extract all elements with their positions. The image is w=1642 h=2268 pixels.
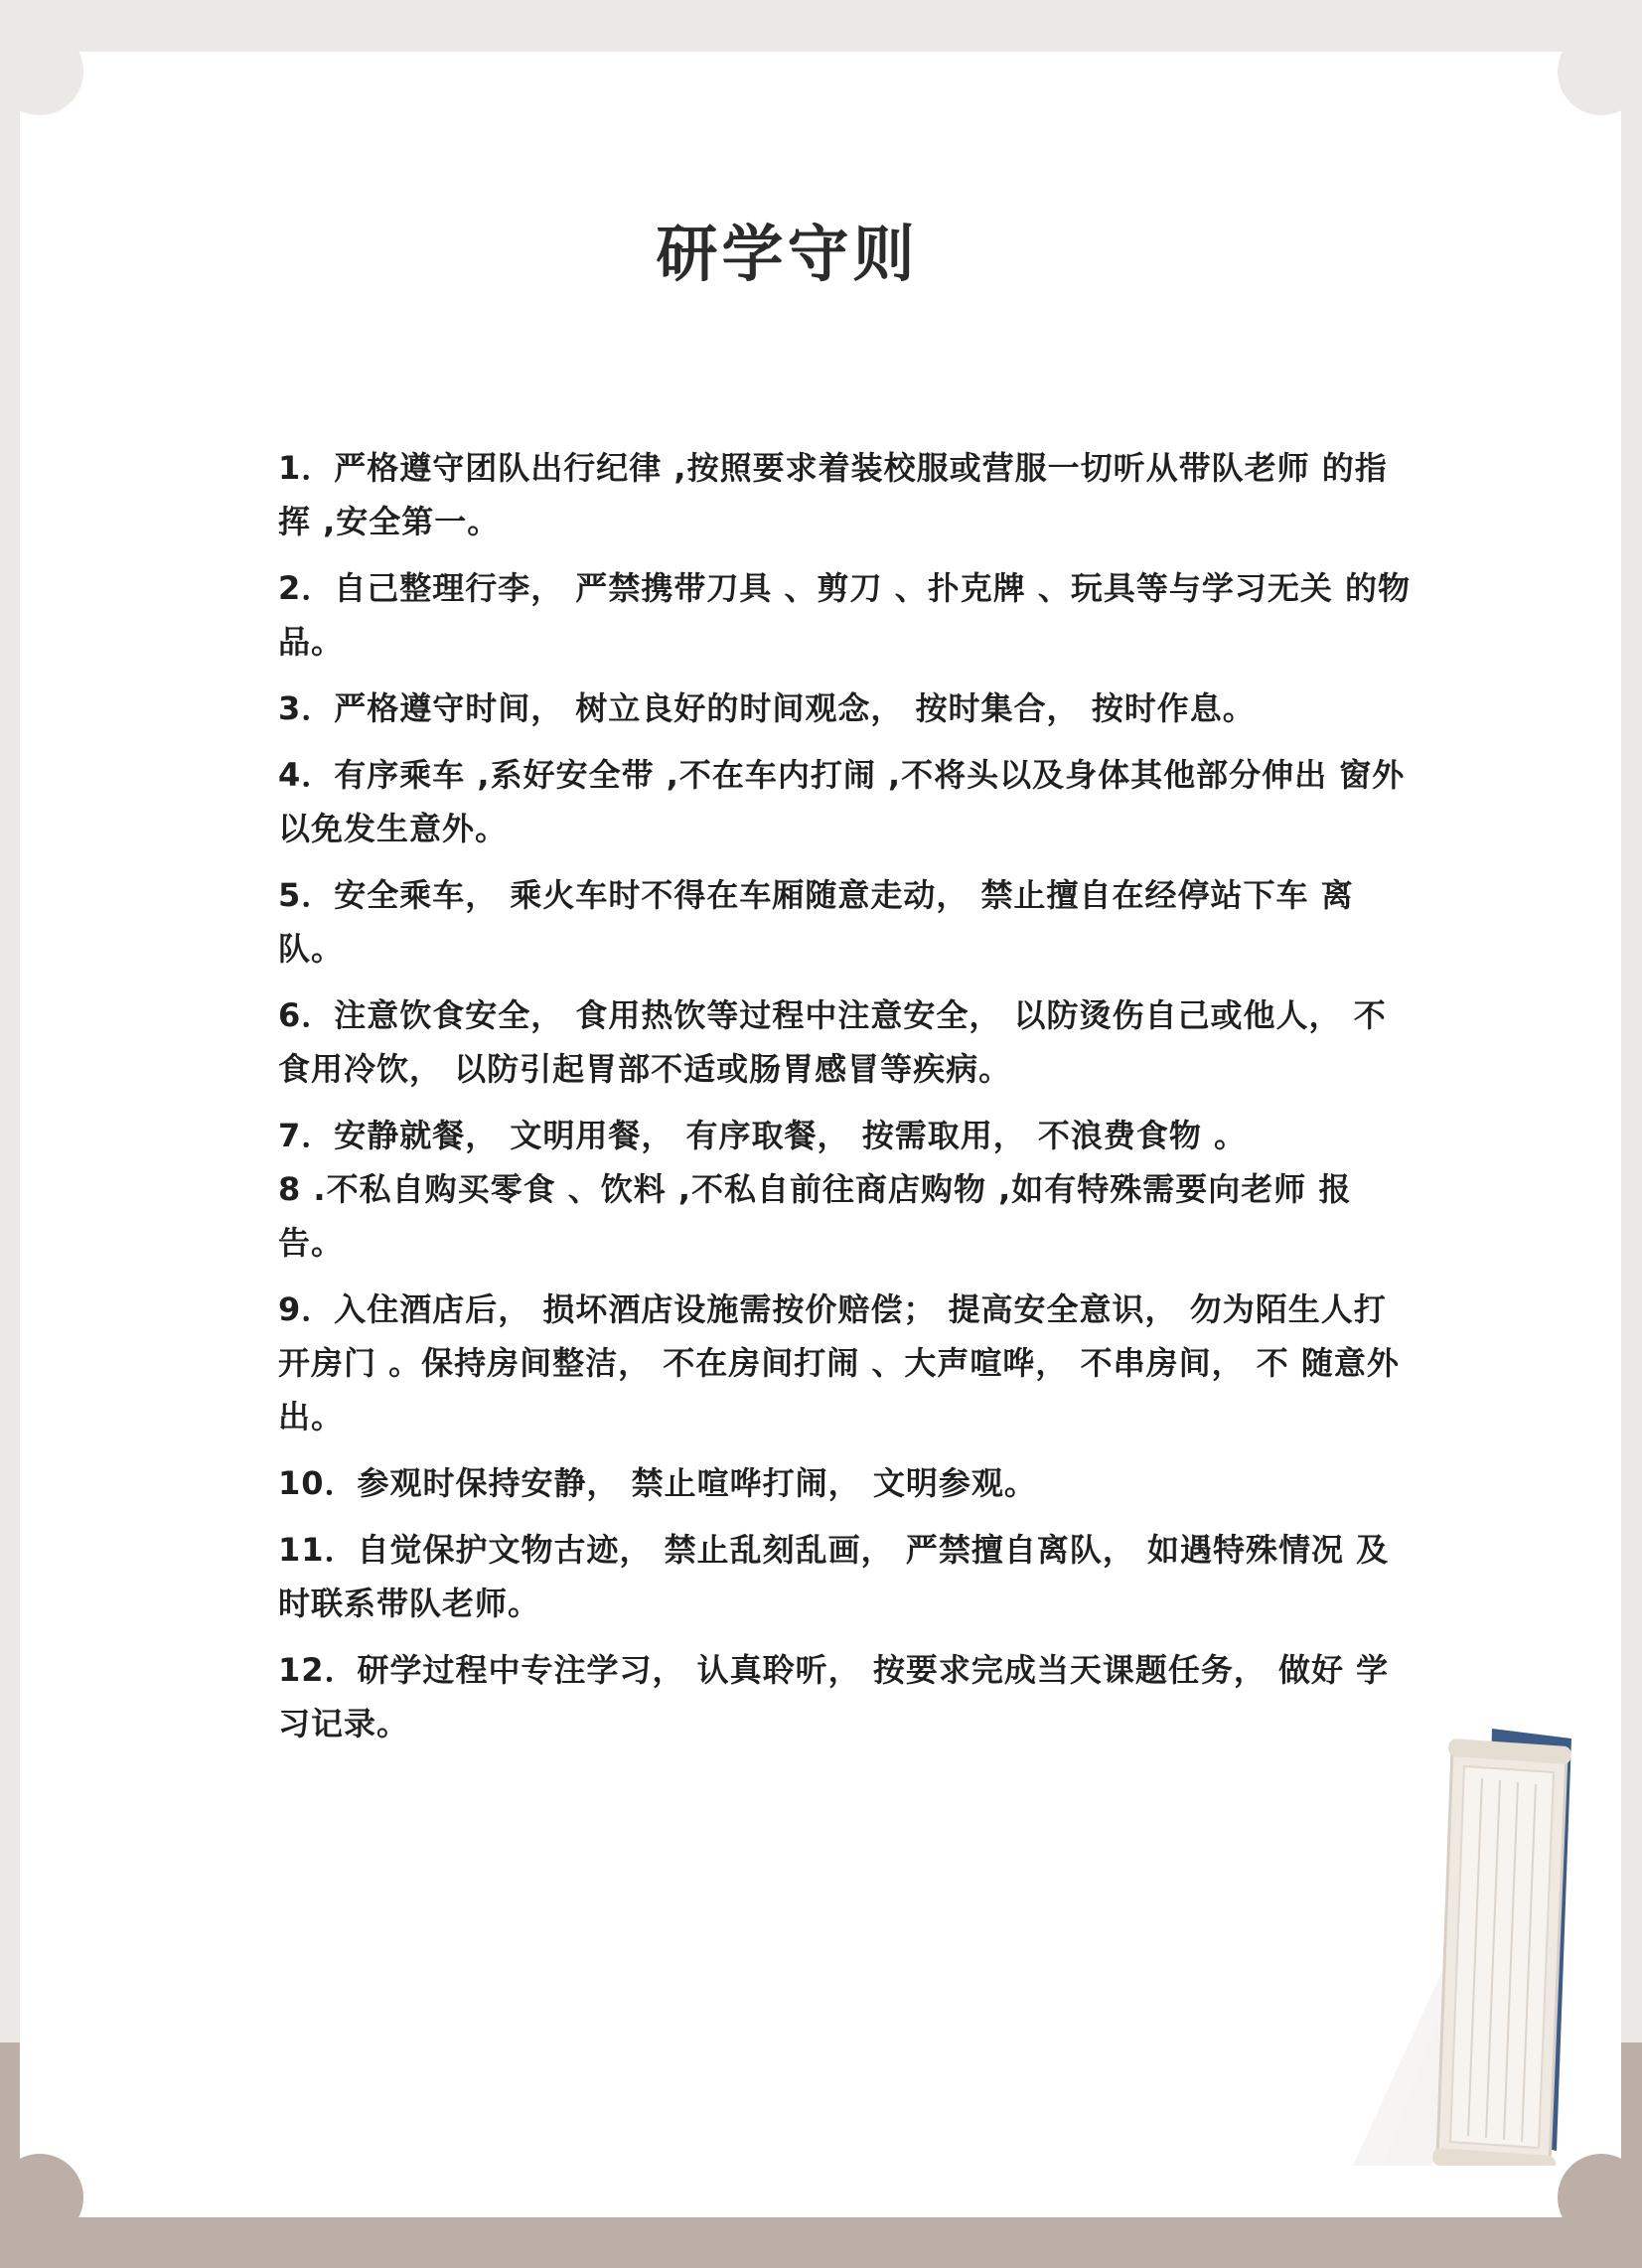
page-title: 研学守则 bbox=[656, 218, 919, 290]
rule-item-12: 12．研学过程中专注学习， 认真聆听， 按要求完成当天课题任务， 做好 学习记录。 bbox=[278, 1651, 1390, 1742]
rule-item-9: 9．入住酒店后， 损坏酒店设施需按价赔偿； 提高安全意识， 勿为陌生人打开房门 。保持房间整洁， 不在房间打闹 、大声喧哗， 不串房间， 不 随意外出。 bbox=[278, 1290, 1400, 1436]
rule-item-4: 4．有序乘车 ,系好安全带 ,不在车内打闹 ,不将头以及身体其他部分伸出 窗外以免发生意外。 bbox=[278, 756, 1406, 847]
corner-notch-bottom-left bbox=[0, 2154, 83, 2241]
rule-item-5: 5．安全乘车， 乘火车时不得在车厢随意走动， 禁止擅自在经停站下车 离队。 bbox=[278, 876, 1354, 968]
corner-notch-bottom-right bbox=[1558, 2154, 1642, 2241]
rule-item-11: 11．自觉保护文物古迹， 禁止乱刻乱画， 严禁擅自离队， 如遇特殊情况 及时联系带队老师。 bbox=[278, 1531, 1390, 1622]
rule-item-6: 6．注意饮食安全， 食用热饮等过程中注意安全， 以防烫伤自己或他人， 不食用冷饮， 以防引起胃部不适或肠胃感冒等疾病。 bbox=[278, 996, 1387, 1088]
rule-item-7: 7．安静就餐， 文明用餐， 有序取餐， 按需取用， 不浪费食物 。 bbox=[278, 1117, 1247, 1154]
rule-item-10: 10．参观时保持安静， 禁止喧哗打闹， 文明参观。 bbox=[278, 1464, 1037, 1502]
rule-item-3: 3．严格遵守时间， 树立良好的时间观念， 按时集合， 按时作息。 bbox=[278, 689, 1256, 727]
rule-item-8: 8 .不私自购买零食 、饮料 ,不私自前往商店购物 ,如有特殊需要向老师 报告。 bbox=[278, 1170, 1352, 1262]
paper-sheet bbox=[20, 52, 1621, 2217]
rules-list bbox=[278, 441, 1411, 1763]
rule-item-2: 2．自己整理行李， 严禁携带刀具 、剪刀 、扑克牌 、玩具等与学习无关 的物品。 bbox=[278, 569, 1411, 661]
corner-notch-top-left bbox=[0, 28, 83, 115]
corner-notch-top-right bbox=[1558, 28, 1642, 115]
rule-item-1: 1．严格遵守团队出行纪律 ,按照要求着装校服或营服一切听从带队老师 的指挥 ,安全第一。 bbox=[278, 449, 1388, 540]
scroll-decor-icon bbox=[1343, 1729, 1601, 2166]
